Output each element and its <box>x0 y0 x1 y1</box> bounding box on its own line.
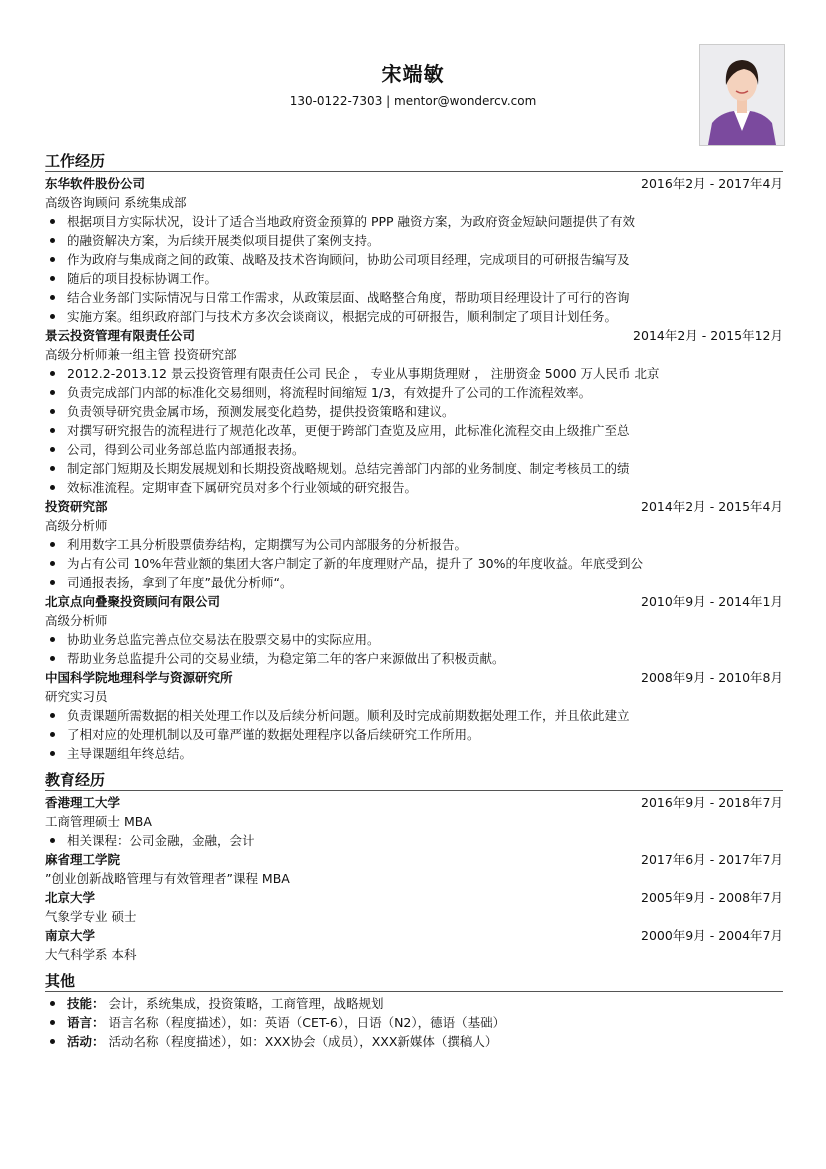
date-range: 2016年9月 - 2018年7月 <box>641 795 783 810</box>
bullet-item: 协助业务总监完善点位交易法在股票交易中的实际应用。 <box>45 630 783 649</box>
bullet-item: 主导课题组年终总结。 <box>45 744 783 763</box>
portrait-illustration <box>700 45 784 145</box>
organization-name: 北京大学 <box>45 890 96 905</box>
date-range: 2010年9月 - 2014年1月 <box>641 594 783 609</box>
organization-name: 北京点向叠聚投资顾问有限公司 <box>45 594 221 609</box>
profile-photo <box>699 44 785 146</box>
bullet-item: 公司，得到公司业务部总监内部通报表扬。 <box>45 440 783 459</box>
education-entry <box>45 850 783 888</box>
entry-header-row <box>45 497 783 516</box>
work-entry <box>45 326 783 497</box>
role-title: ”创业创新战略管理与有效管理者”课程 MBA <box>45 871 290 886</box>
bullet-item: 为占有公司 10%年营业额的集团大客户制定了新的年度理财产品，提升了 30%的年度收益。年底受到公 <box>45 554 783 573</box>
organization-name: 景云投资管理有限责任公司 <box>45 328 196 343</box>
organization-name: 中国科学院地理科学与资源研究所 <box>45 670 233 685</box>
education-entry <box>45 926 783 964</box>
bullet-item: 效标准流程。定期审查下属研究员对多个行业领域的研究报告。 <box>45 478 783 497</box>
organization-name: 东华软件股份公司 <box>45 176 146 191</box>
bullet-item: 负责领导研究贵金属市场，预测发展变化趋势，提供投资策略和建议。 <box>45 402 783 421</box>
date-range: 2000年9月 - 2004年7月 <box>641 928 783 943</box>
bullet-list <box>45 831 783 850</box>
role-title: 高级咨询顾问 系统集成部 <box>45 195 187 210</box>
bullet-list <box>45 212 783 326</box>
date-range: 2005年9月 - 2008年7月 <box>641 890 783 905</box>
role-title: 大气科学系 本科 <box>45 947 137 962</box>
work-experience-section <box>45 152 783 763</box>
other-section <box>45 972 783 1051</box>
section-title-work: 工作经历 <box>45 152 783 172</box>
organization-name: 香港理工大学 <box>45 795 121 810</box>
entry-header-row <box>45 926 783 945</box>
work-entry <box>45 497 783 592</box>
date-range: 2014年2月 - 2015年12月 <box>633 328 783 343</box>
date-range: 2016年2月 - 2017年4月 <box>641 176 783 191</box>
date-range: 2017年6月 - 2017年7月 <box>641 852 783 867</box>
bullet-list <box>45 630 783 668</box>
role-title: 研究实习员 <box>45 689 108 704</box>
bullet-item: 实施方案。组织政府部门与技术方多次会谈商议，根据完成的可研报告，顺利制定了项目计划任务。 <box>45 307 783 326</box>
section-title-education: 教育经历 <box>45 771 783 791</box>
bullet-item: 结合业务部门实际情况与日常工作需求，从政策层面、战略整合角度，帮助项目经理设计了可行的咨询 <box>45 288 783 307</box>
organization-name: 麻省理工学院 <box>45 852 121 867</box>
role-title: 气象学专业 硕士 <box>45 909 137 924</box>
bullet-item: 对撰写研究报告的流程进行了规范化改革，更便于跨部门查览及应用，此标准化流程交由上级推广至总 <box>45 421 783 440</box>
date-range: 2014年2月 - 2015年4月 <box>641 499 783 514</box>
entry-header-row <box>45 793 783 812</box>
bullet-list <box>45 364 783 497</box>
organization-name: 投资研究部 <box>45 499 108 514</box>
other-item-text: 会计，系统集成，投资策略，工商管理，战略规划 <box>108 996 384 1011</box>
bullet-list <box>45 535 783 592</box>
section-title-other: 其他 <box>45 972 783 992</box>
bullet-item: 作为政府与集成商之间的政策、战略及技术咨询顾问，协助公司项目经理，完成项目的可研报告编写及 <box>45 250 783 269</box>
work-entry <box>45 668 783 763</box>
bullet-item: 2012.2-2013.12 景云投资管理有限责任公司 民企 ， 专业从事期货理财 ， 注册资金 5000 万人民币 北京 <box>45 364 783 383</box>
other-list <box>45 994 783 1051</box>
date-range: 2008年9月 - 2010年8月 <box>641 670 783 685</box>
bullet-item: 制定部门短期及长期发展规划和长期投资战略规划。总结完善部门内部的业务制度、制定考核员工的绩 <box>45 459 783 478</box>
work-entry <box>45 174 783 326</box>
bullet-item: 了相对应的处理机制以及可靠严谨的数据处理程序以备后续研究工作所用。 <box>45 725 783 744</box>
work-entry <box>45 592 783 668</box>
entry-header-row <box>45 592 783 611</box>
other-item-label: 活动： <box>67 1034 105 1049</box>
entry-header-row <box>45 326 783 345</box>
entry-header-row <box>45 888 783 907</box>
other-item-label: 技能： <box>67 996 105 1011</box>
education-entry <box>45 793 783 850</box>
other-item <box>45 1032 783 1051</box>
entry-header-row <box>45 668 783 687</box>
other-item-text: 语言名称（程度描述），如：英语（CET-6），日语（N2），德语（基础） <box>108 1015 506 1030</box>
role-title: 高级分析师 <box>45 613 108 628</box>
resume-body <box>45 152 783 1051</box>
other-item-text: 活动名称（程度描述），如：XXX协会（成员），XXX新媒体（撰稿人） <box>108 1034 498 1049</box>
role-title: 工商管理硕士 MBA <box>45 814 152 829</box>
bullet-list <box>45 706 783 763</box>
role-title: 高级分析师 <box>45 518 108 533</box>
bullet-item: 负责完成部门内部的标准化交易细则，将流程时间缩短 1/3，有效提升了公司的工作流程效率。 <box>45 383 783 402</box>
bullet-item: 根据项目方实际状况，设计了适合当地政府资金预算的 PPP 融资方案，为政府资金短缺问题提供了有效 <box>45 212 783 231</box>
other-item <box>45 1013 783 1032</box>
education-entry <box>45 888 783 926</box>
bullet-item: 的融资解决方案，为后续开展类似项目提供了案例支持。 <box>45 231 783 250</box>
other-item-label: 语言： <box>67 1015 105 1030</box>
entry-header-row <box>45 850 783 869</box>
organization-name: 南京大学 <box>45 928 96 943</box>
other-item <box>45 994 783 1013</box>
bullet-item: 帮助业务总监提升公司的交易业绩，为稳定第二年的客户来源做出了积极贡献。 <box>45 649 783 668</box>
bullet-item: 司通报表扬，拿到了年度”最优分析师“。 <box>45 573 783 592</box>
bullet-item: 负责课题所需数据的相关处理工作以及后续分析问题。顺利及时完成前期数据处理工作，并且依此建立 <box>45 706 783 725</box>
bullet-item: 利用数字工具分析股票债券结构，定期撰写为公司内部服务的分析报告。 <box>45 535 783 554</box>
education-section <box>45 771 783 964</box>
entry-header-row <box>45 174 783 193</box>
contact-info: 130-0122-7303 | mentor@wondercv.com <box>289 94 537 108</box>
bullet-item: 相关课程：公司金融，金融，会计 <box>45 831 783 850</box>
bullet-item: 随后的项目投标协调工作。 <box>45 269 783 288</box>
role-title: 高级分析师兼一组主管 投资研究部 <box>45 347 237 362</box>
candidate-name: 宋端敏 <box>381 62 445 86</box>
